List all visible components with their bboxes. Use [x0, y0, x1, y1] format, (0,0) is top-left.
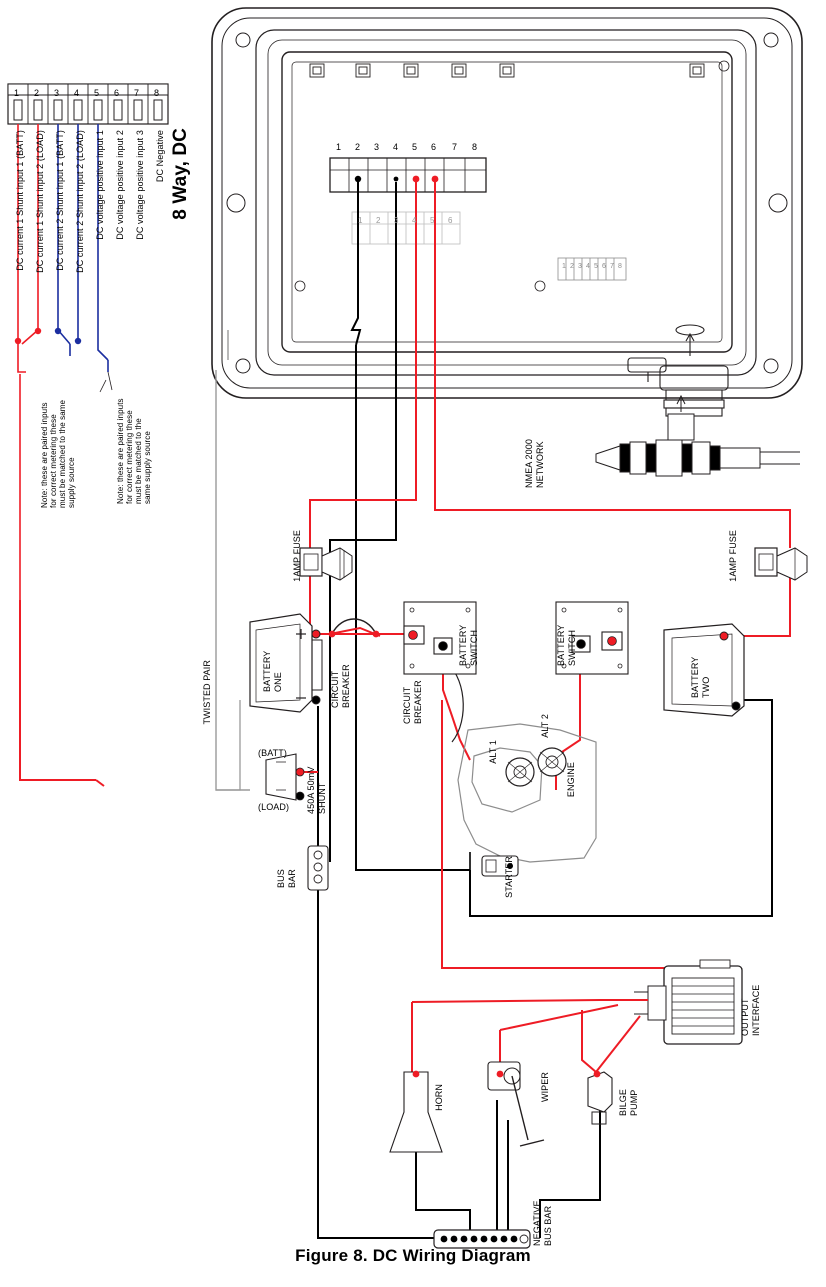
pin-number-7: 7 [134, 88, 140, 98]
output-interface [596, 960, 742, 1072]
pin-number-8: 8 [154, 88, 160, 98]
shunt-batt-label: (BATT) [258, 748, 287, 758]
battery-switch-2-label: BATTERY SWITCH [556, 624, 577, 666]
alternator-2 [538, 748, 566, 776]
display-unit [212, 8, 802, 416]
pin-label-3: DC voltage positive input 2 [115, 130, 125, 240]
nmea-network-label: NMEA 2000 NETWORK [524, 439, 545, 488]
fuse-right-label: 1AMP FUSE [728, 530, 738, 582]
battery-switch-1-label: BATTERY SWITCH [458, 624, 479, 666]
pin-label-5: DC current 2 Shunt input 2 (LOAD) [75, 130, 85, 273]
pin-label-8: DC current 1 Shunt input 1 (BATT) [15, 130, 25, 271]
pin-label-4: DC voltage positive input 1 [95, 130, 105, 240]
terminal-number-2: 2 [355, 142, 361, 152]
switch-number-3: 3 [578, 263, 582, 270]
display-terminal-block [330, 158, 486, 192]
switch-number-5: 5 [594, 263, 598, 270]
starter-label: STARTER [504, 856, 514, 898]
fuse-left-label: 1AMP FUSE [292, 530, 302, 582]
terminal-number-7: 7 [452, 142, 458, 152]
circuit-breaker-2-label: CIRCUIT BREAKER [402, 680, 423, 724]
pin-number-2: 2 [34, 88, 40, 98]
pin-label-7: DC current 1 Shunt input 2 (LOAD) [35, 130, 45, 273]
output-interface-label: OUTPUT INTERFACE [740, 984, 761, 1036]
pin-number-3: 3 [54, 88, 60, 98]
negative-bus-bar-label: NEGATIVE BUS BAR [532, 1200, 553, 1246]
dip-number-5: 5 [430, 216, 435, 225]
fuse-left [300, 548, 352, 580]
dip-number-6: 6 [448, 216, 453, 225]
twisted-pair-wire [216, 330, 250, 790]
pin-label-2: DC voltage positive input 3 [135, 130, 145, 240]
alt1-label: ALT 1 [488, 740, 498, 764]
shunt-load-label: (LOAD) [258, 802, 290, 812]
bus-bar-label: BUS BAR [276, 869, 297, 888]
bilge-pump-label: BILGE PUMP [618, 1088, 639, 1116]
switch-number-7: 7 [610, 263, 614, 270]
connector-8way [8, 84, 168, 124]
dip-number-4: 4 [412, 216, 417, 225]
terminal-number-8: 8 [472, 142, 478, 152]
dip-number-3: 3 [394, 216, 399, 225]
grey-bus-lines [216, 700, 240, 790]
horn-label: HORN [434, 1084, 444, 1111]
circuit-breaker-1-label: CIRCUIT BREAKER [330, 664, 351, 708]
dip-number-1: 1 [358, 216, 363, 225]
switch-number-2: 2 [570, 263, 574, 270]
switch-number-8: 8 [618, 263, 622, 270]
shunt-label: 450A 50mV SHUNT [306, 766, 327, 814]
terminal-number-1: 1 [336, 142, 342, 152]
wiper-label: WIPER [540, 1072, 550, 1103]
switch-number-4: 4 [586, 263, 590, 270]
fuse-right [755, 548, 807, 580]
pin-number-6: 6 [114, 88, 120, 98]
battery-two-label: BATTERY TWO [690, 656, 711, 698]
battery-one-label: BATTERY ONE [262, 650, 283, 692]
alt2-label: ALT 2 [540, 714, 550, 738]
battery-one [250, 614, 322, 712]
pin-label-1: DC Negative [155, 130, 165, 183]
pin-label-6: DC current 2 Shunt input 1 (BATT) [55, 130, 65, 271]
shunt [104, 754, 304, 800]
pin-number-1: 1 [14, 88, 20, 98]
connector-title: 8 Way, DC [170, 128, 191, 220]
terminal-number-6: 6 [431, 142, 437, 152]
bus-bar [308, 846, 328, 890]
terminal-number-4: 4 [393, 142, 399, 152]
switch-number-1: 1 [562, 263, 566, 270]
connector-note-2: Note: these are paired inputs for correct metering these must be matched to the same supply source [40, 399, 76, 508]
engine-label: ENGINE [566, 762, 576, 798]
twisted-pair-label: TWISTED PAIR [202, 660, 212, 725]
pin-number-5: 5 [94, 88, 100, 98]
alternator-1 [506, 758, 534, 786]
terminal-number-3: 3 [374, 142, 380, 152]
connector-note-1: Note: these are paired inputs for correct metering these must be matched to the same supply source [116, 398, 152, 504]
switch-number-6: 6 [602, 263, 606, 270]
terminal-number-5: 5 [412, 142, 418, 152]
pin-number-4: 4 [74, 88, 80, 98]
figure-caption: Figure 8. DC Wiring Diagram [295, 1246, 531, 1265]
horn [390, 1071, 442, 1152]
dip-number-2: 2 [376, 216, 381, 225]
